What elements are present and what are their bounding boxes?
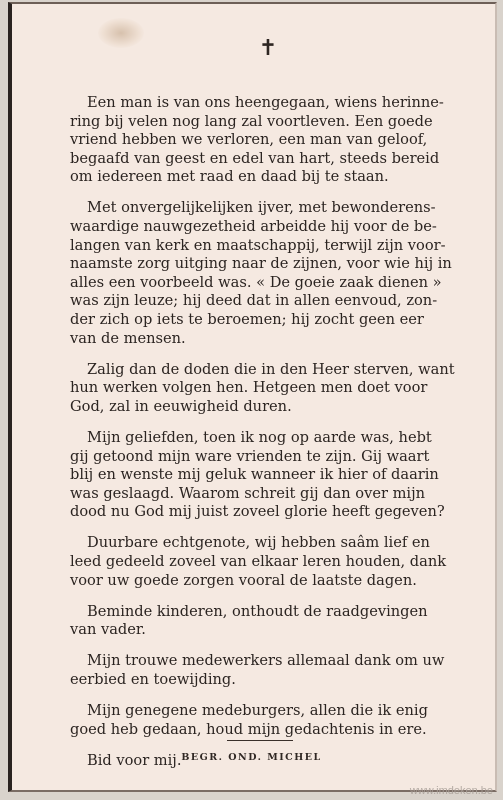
text-line: van de mensen. <box>70 329 186 347</box>
text-line: was zijn leuze; hij deed dat in allen eenvoud, zon- <box>70 292 438 310</box>
paragraph <box>70 702 477 739</box>
text-line: begaafd van geest en edel van hart, steeds bereid <box>70 149 440 167</box>
text-line: vriend hebben we verloren, een man van geloof, <box>70 131 428 149</box>
text-line: Mijn trouwe medewerkers allemaal dank om uw <box>87 652 445 670</box>
paper-stain <box>98 18 144 48</box>
text-line: Met onvergelijkelijken ijver, met bewonderens- <box>87 199 436 217</box>
printer-credit: BEGR. OND. MICHEL <box>181 752 322 763</box>
text-line: blij en wenste mij geluk wanneer ik hier of daarin <box>70 466 439 484</box>
text-line: gij getoond mijn ware vrienden te zijn. Gij waart <box>70 447 430 465</box>
text-line: leed gedeeld zoveel van elkaar leren houden, dank <box>70 553 447 571</box>
site-watermark: www.imdeken.be <box>409 785 493 797</box>
text-line: Mijn genegene medeburgers, allen die ik enig <box>87 702 428 720</box>
text-line: dood nu God mij juist zoveel glorie heeft gegeven? <box>70 503 445 521</box>
paragraph <box>70 429 477 522</box>
text-line: naamste zorg uitging naar de zijnen, voor wie hij in <box>70 255 452 273</box>
text-line: langen van kerk en maatschappij, terwijl zijn voor- <box>70 236 446 254</box>
paragraph <box>70 603 477 640</box>
text-line: waardige nauwgezetheid arbeidde hij voor de be- <box>70 218 437 236</box>
text-line: goed heb gedaan, houd mijn gedachtenis in ere. <box>70 720 427 738</box>
text-line: Bid voor mij. <box>87 751 182 769</box>
paragraph <box>70 199 477 348</box>
cross-icon: ✝ <box>258 36 278 61</box>
card-text <box>70 94 477 783</box>
text-line: der zich op iets te beroemen; hij zocht geen eer <box>70 311 424 329</box>
divider-line <box>227 740 293 741</box>
text-line: Duurbare echtgenote, wij hebben saâm lief en <box>87 534 430 552</box>
paragraph <box>70 652 477 689</box>
paragraph <box>70 361 477 417</box>
text-line: hun werken volgen hen. Hetgeen men doet voor <box>70 379 428 397</box>
text-line: ring bij velen nog lang zal voortleven. Een goede <box>70 112 433 130</box>
text-line: om iedereen met raad en daad bij te staan. <box>70 168 389 186</box>
text-line: Beminde kinderen, onthoudt de raadgevingen <box>87 602 428 620</box>
text-line: eerbied en toewijding. <box>70 671 236 689</box>
text-line: God, zal in eeuwigheid duren. <box>70 397 292 415</box>
text-line: Een man is van ons heengegaan, wiens herinne- <box>87 94 444 111</box>
text-line: voor uw goede zorgen vooral de laatste dagen. <box>70 571 417 589</box>
paragraph <box>70 534 477 590</box>
memorial-card <box>8 2 497 792</box>
text-line: was geslaagd. Waarom schreit gij dan over mijn <box>70 484 426 502</box>
text-line: Zalig dan de doden die in den Heer sterven, want <box>87 360 455 378</box>
text-line: alles een voorbeeld was. « De goeie zaak dienen » <box>70 273 442 291</box>
paragraph <box>70 94 477 187</box>
text-line: van vader. <box>70 621 146 639</box>
text-line: Mijn geliefden, toen ik nog op aarde was, hebt <box>87 429 432 446</box>
